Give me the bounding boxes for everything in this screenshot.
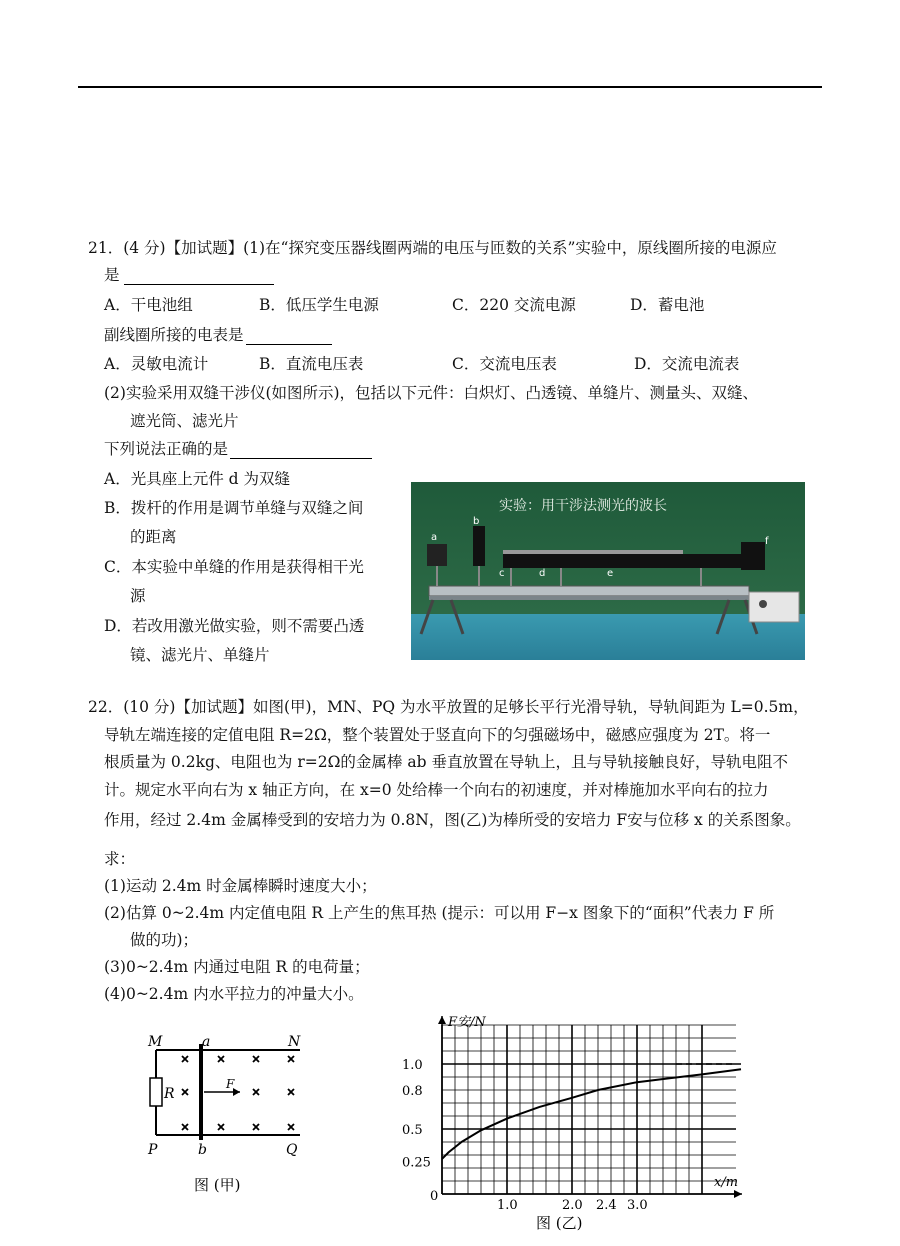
- q21-opt-c1: C．本实验中单缝的作用是获得相干光: [104, 558, 364, 576]
- origin-label: 0: [430, 1189, 439, 1204]
- q21-opt2-c: C．交流电压表: [452, 355, 557, 373]
- photo-label-c: c: [499, 568, 505, 579]
- q21-sub2: 副线圈所接的电表是: [104, 325, 332, 345]
- y-tick-label: 0.5: [402, 1123, 423, 1138]
- q21-opt2-d: D．交流电流表: [634, 355, 740, 373]
- x-tick-label: 2.4: [596, 1198, 617, 1213]
- q21-opt1-b: B．低压学生电源: [259, 296, 379, 314]
- photo-title: 实验：用干涉法测光的波长: [499, 498, 667, 514]
- q21-opt1-d: D．蓄电池: [630, 296, 705, 314]
- q22-s4: (4)0~2.4m 内水平拉力的冲量大小。: [104, 985, 364, 1003]
- q21-opt-a: A．光具座上元件 d 为双缝: [104, 470, 290, 488]
- interferometer-photo: [411, 482, 805, 660]
- label-Q: Q: [286, 1142, 298, 1158]
- q21-opt1-a: A．干电池组: [104, 296, 193, 314]
- photo-label-f: f: [765, 536, 769, 547]
- q21-opt1-c: C．220 交流电源: [452, 296, 576, 314]
- q22-l2: 导轨左端连接的定值电阻 R=2Ω，整个装置处于竖直向下的匀强磁场中，磁感应强度为 2T。将一: [104, 726, 771, 744]
- caption-yi: 图 (乙): [536, 1214, 583, 1232]
- label-F: F: [226, 1077, 235, 1091]
- label-M: M: [148, 1034, 163, 1050]
- photo-label-e: e: [607, 568, 614, 579]
- q21-opt-d2: 镜、滤光片、单缝片: [130, 646, 270, 664]
- y-tick-label: 1.0: [402, 1058, 423, 1073]
- series-line-force: [442, 1069, 741, 1159]
- q22-s2a: (2)估算 0~2.4m 内定值电阻 R 上产生的焦耳热 (提示：可以用 F−x 图象下的“面积”代表力 F 所: [104, 904, 775, 922]
- label-P: P: [148, 1142, 158, 1158]
- label-N: N: [288, 1034, 301, 1050]
- q22-l5: 作用，经过 2.4m 金属棒受到的安培力为 0.8N，图(乙)为棒所受的安培力 F安与位移 x 的关系图象。: [104, 811, 801, 829]
- x-tick-label: 1.0: [497, 1198, 518, 1213]
- photo-label-b: b: [473, 516, 480, 527]
- photo-label-d: d: [539, 568, 546, 579]
- q21-opt2-b: B．直流电压表: [259, 355, 364, 373]
- answer-blank-3[interactable]: [230, 442, 372, 459]
- caption-jia: 图 (甲): [194, 1176, 241, 1194]
- q22-s1: (1)运动 2.4m 时金属棒瞬时速度大小；: [104, 877, 377, 895]
- q22-ask: 求：: [104, 850, 136, 868]
- q22-s2b: 做的功)；: [130, 931, 199, 949]
- chart-grid: [442, 1025, 739, 1194]
- q21-cont: 是: [104, 265, 274, 285]
- resistor-R: [150, 1078, 162, 1106]
- q21-opt-b1: B．拨杆的作用是调节单缝与双缝之间: [104, 499, 364, 517]
- answer-blank-1[interactable]: [124, 268, 274, 285]
- q21-opt-c2: 源: [130, 587, 146, 605]
- q21-opt2-a: A．灵敏电流计: [104, 355, 209, 373]
- x-tick-label: 2.0: [562, 1198, 583, 1213]
- x-tick-label: 3.0: [627, 1198, 648, 1213]
- y-axis-label: F安/N: [448, 1015, 486, 1030]
- q21-opt-d1: D．若改用激光做实验，则不需要凸透: [104, 617, 365, 635]
- y-tick-label: 0.25: [402, 1155, 431, 1171]
- q21-p2a: (2)实验采用双缝干涉仪(如图所示)，包括以下元件：白炽灯、凸透镜、单缝片、测量头、双缝、: [104, 384, 759, 402]
- q22-l3: 根质量为 0.2kg、电阻也为 r=2Ω的金属棒 ab 垂直放置在导轨上，且与导轨接触良好，导轨电阻不: [104, 753, 788, 771]
- q21-head: 21．(4 分)【加试题】(1)在“探究变压器线圈两端的电压与匝数的关系”实验中，原线圈所接的电源应: [88, 239, 777, 257]
- x-axis-label: x/m: [714, 1175, 739, 1190]
- q21-p2b: 遮光筒、滤光片: [130, 412, 239, 430]
- circuit-diagram: [140, 1030, 320, 1200]
- q22-l4: 计。规定水平向右为 x 轴正方向，在 x=0 处给棒一个向右的初速度，并对棒施加水平向右的拉力: [104, 781, 769, 799]
- q22-l1: 22．(10 分)【加试题】如图(甲)，MN、PQ 为水平放置的足够长平行光滑导轨，导轨间距为 L=0.5m，: [88, 698, 809, 716]
- q21-p2c: 下列说法正确的是: [104, 439, 372, 459]
- q21-opt-b2: 的距离: [130, 528, 177, 546]
- q22-s3: (3)0~2.4m 内通过电阻 R 的电荷量；: [104, 958, 370, 976]
- photo-label-a: a: [431, 532, 438, 543]
- header-rule: [78, 86, 822, 88]
- y-tick-label: 0.8: [402, 1084, 423, 1099]
- label-R: R: [164, 1086, 175, 1102]
- force-displacement-chart: [400, 1010, 770, 1235]
- label-b: b: [198, 1142, 207, 1158]
- answer-blank-2[interactable]: [246, 328, 332, 345]
- label-a: a: [202, 1034, 211, 1050]
